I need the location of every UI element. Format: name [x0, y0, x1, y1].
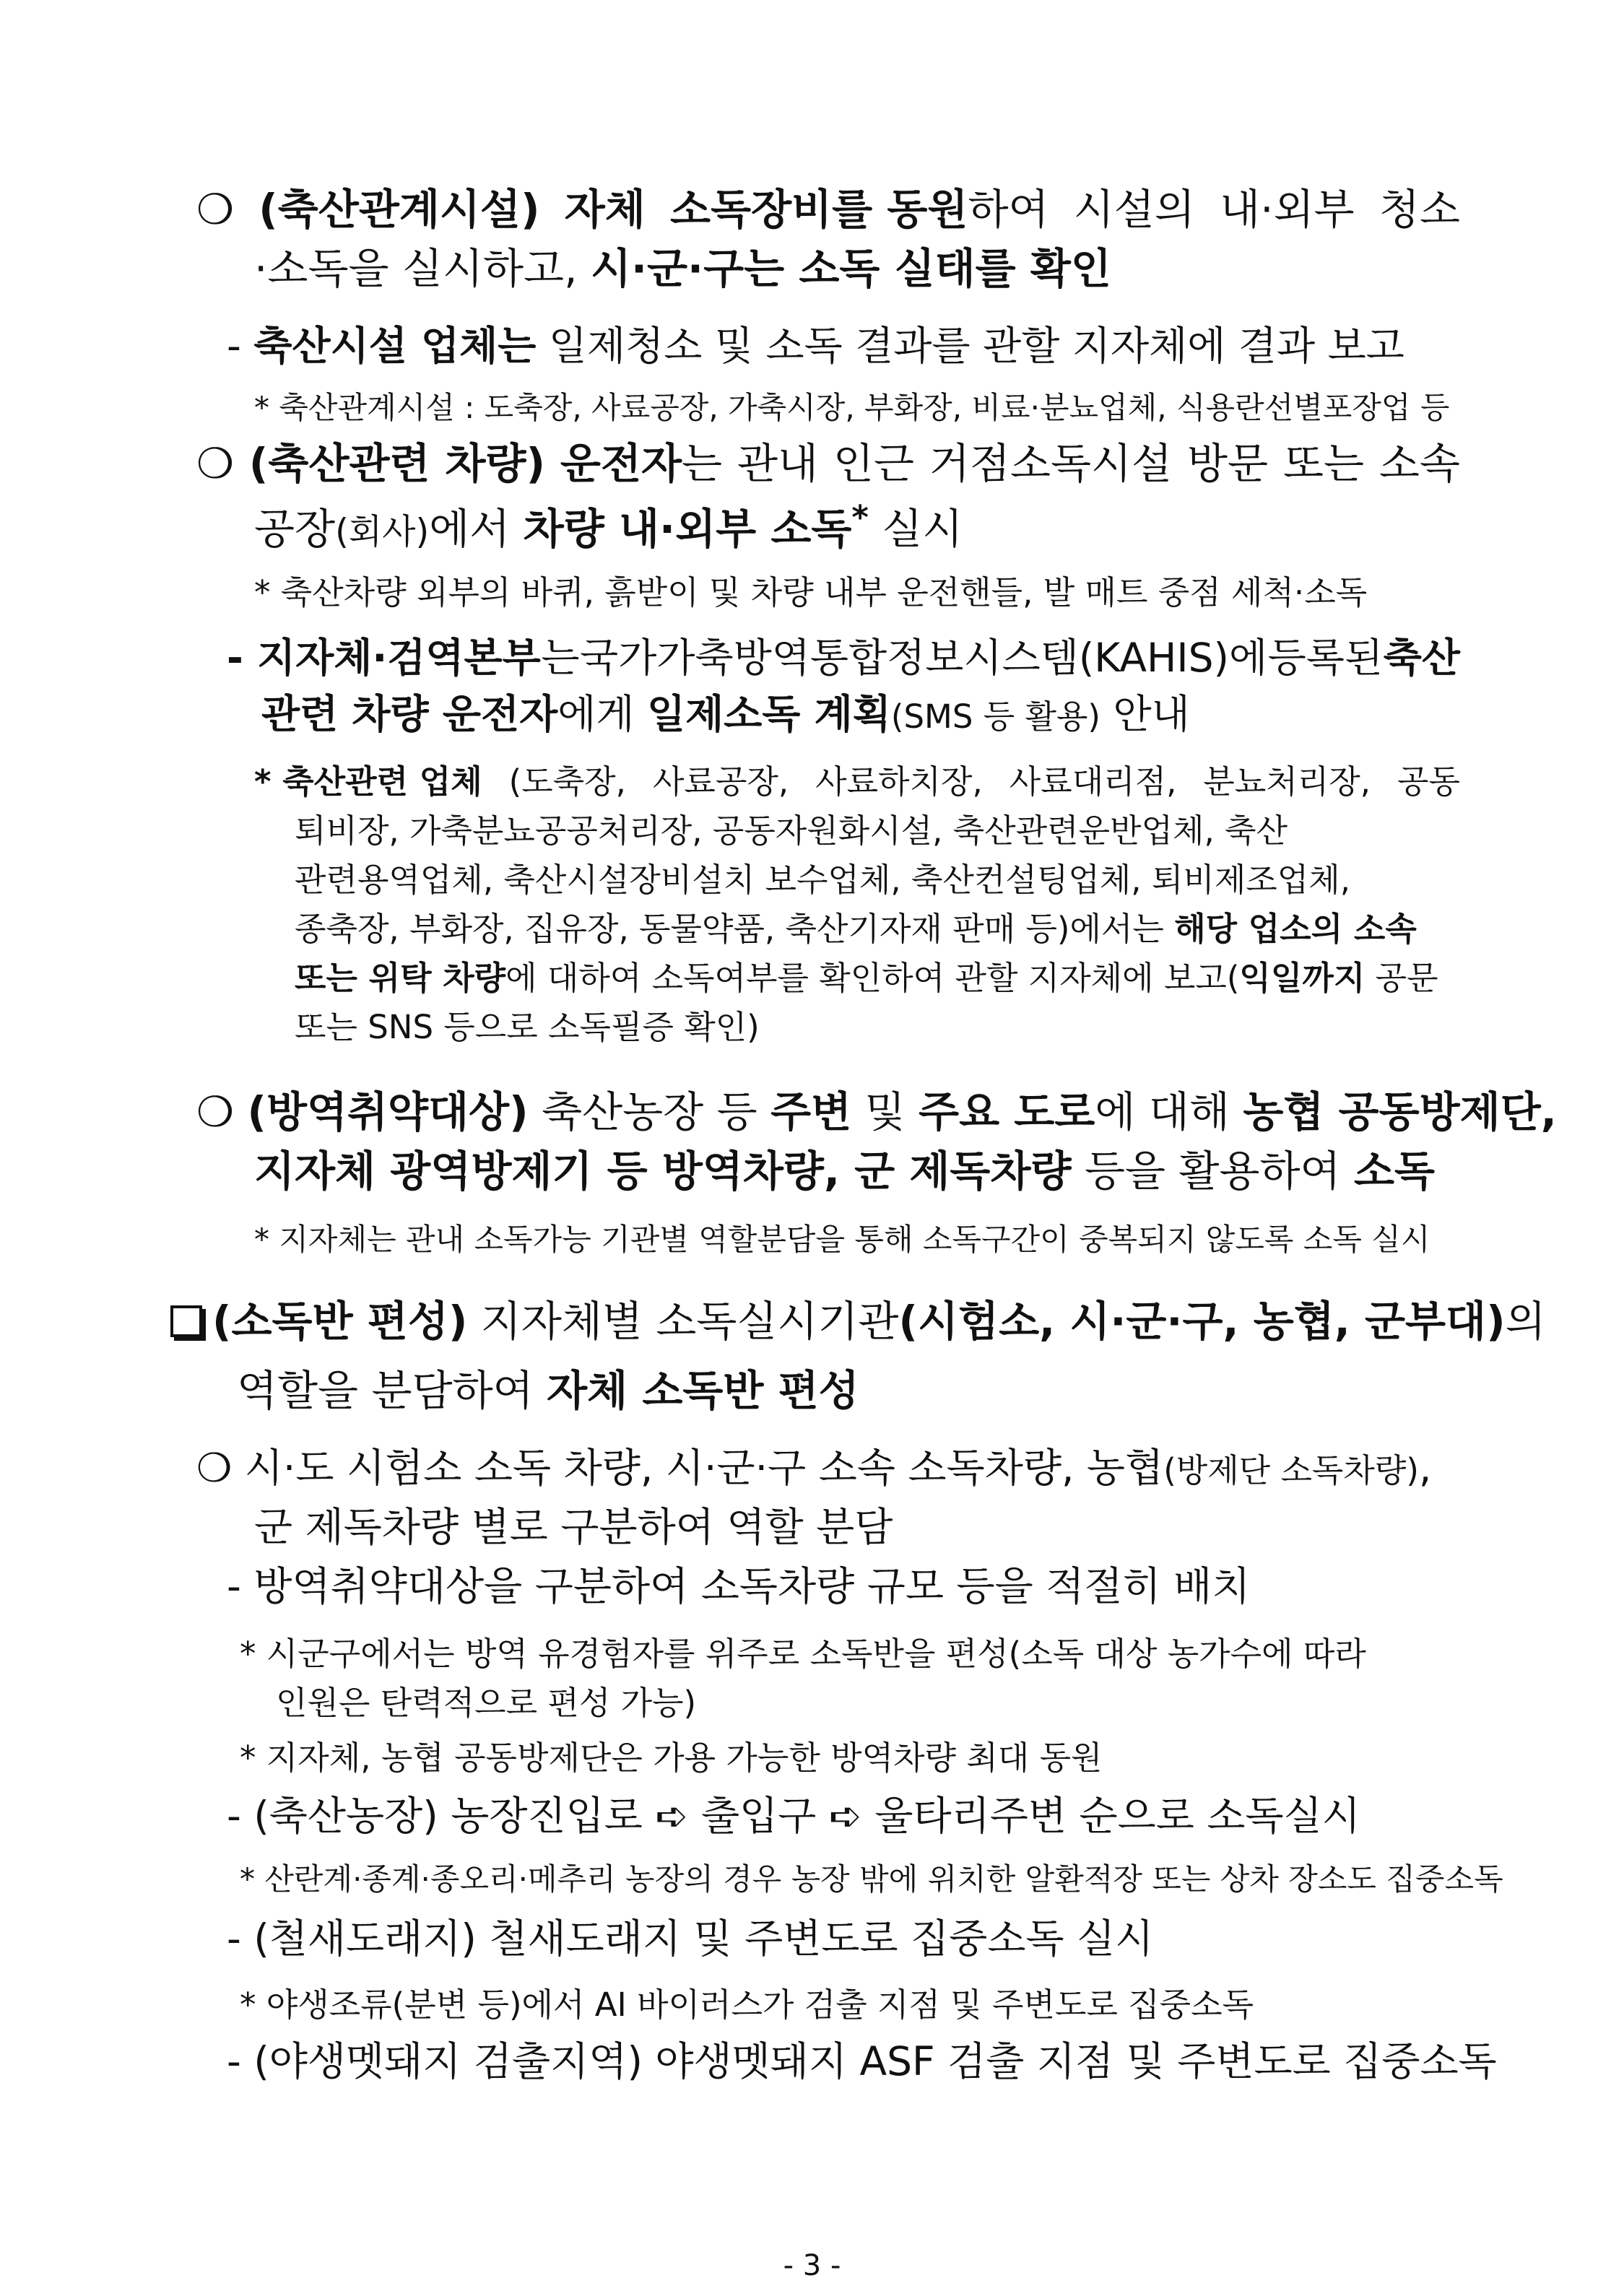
team-note4: * 야생조류(분변 등)에서 AI 바이러스가 검출 지점 및 주변도로 집중소독 [240, 1986, 1254, 2024]
team-o-line-1: ❍ 시·도 시험소 소독 차량, 시·군·구 소속 소독차량, 농협(방제단 소독차량), [196, 1445, 1432, 1491]
vulnerable-note: * 지자체는 관내 소독가능 기관별 역할분담을 통해 소독구간이 중복되지 않도록 소독 실시 [254, 1222, 1430, 1257]
page-number: - 3 - [783, 2249, 841, 2282]
circle-bullet-icon: ❍ [196, 439, 234, 488]
vehicle-note2-line-1: * 축산관련 업체 (도축장, 사료공장, 사료하치장, 사료대리점, 분뇨처리장, 공동 [254, 762, 1460, 801]
facility-dash: - 축산시설 업체는 일제청소 및 소독 결과를 관할 지자체에 결과 보고 [227, 323, 1404, 369]
team-note3: * 산란계·종계·종오리·메추리 농장의 경우 농장 밖에 위치한 알환적장 또는 상차 장소도 집중소독 [240, 1861, 1503, 1897]
circle-bullet-icon: ❍ [196, 1087, 234, 1136]
vehicle-note2-line-6: 또는 SNS 등으로 소독필증 확인) [295, 1008, 760, 1046]
vehicle-note2-line-3: 관련용역업체, 축산시설장비설치 보수업체, 축산컨설팅업체, 퇴비제조업체, [295, 861, 1351, 899]
facility-line-2: ·소독을 실시하고, 시·군·구는 소독 실태를 확인 [254, 244, 1111, 293]
vehicle-note: * 축산차량 외부의 바퀴, 흙받이 및 차량 내부 운전핸들, 발 매트 중점 세척·소독 [254, 573, 1368, 612]
vehicle-note2-line-5: 또는 위탁 차량에 대하여 소독여부를 확인하여 관할 지자체에 보고(익일까지 공문 [295, 959, 1438, 997]
vulnerable-line-2: 지자체 광역방제기 등 방역차량, 군 제독차량 등을 활용하여 소독 [254, 1147, 1436, 1196]
team-line-1: (소독반 편성) 지자체별 소독실시기관(시험소, 시·군·구, 농협, 군부대)의 [170, 1297, 1546, 1347]
vehicle-note2-line-4: 종축장, 부화장, 집유장, 동물약품, 축산기자재 판매 등)에서는 해당 업소의 소속 [295, 910, 1417, 948]
team-dash-1: - 방역취약대상을 구분하여 소독차량 규모 등을 적절히 배치 [227, 1563, 1251, 1609]
facility-note: * 축산관계시설 : 도축장, 사료공장, 가축시장, 부화장, 비료·분뇨업체, 식용란선별포장업 등 [254, 390, 1450, 425]
team-dash-2: - (축산농장) 농장진입로 ➪ 출입구 ➪ 울타리주변 순으로 소독실시 [227, 1793, 1360, 1839]
vehicle-note2-line-2: 퇴비장, 가축분뇨공공처리장, 공동자원화시설, 축산관련운반업체, 축산 [295, 812, 1288, 850]
checkbox-square-icon [170, 1305, 202, 1337]
team-dash-3: - (철새도래지) 철새도래지 및 주변도로 집중소독 실시 [227, 1915, 1154, 1962]
team-line-2: 역할을 분담하여 자체 소독반 편성 [237, 1366, 859, 1415]
vehicle-line-1: ❍ (축산관련 차량) 운전자는 관내 인근 거점소독시설 방문 또는 소속 [196, 439, 1460, 488]
team-dash-4: - (야생멧돼지 검출지역) 야생멧돼지 ASF 검출 지점 및 주변도로 집중소독 [227, 2038, 1497, 2084]
team-note1-line-2: 인원은 탄력적으로 편성 가능) [276, 1684, 697, 1722]
facility-line-1: ❍ (축산관계시설) 자체 소독장비를 동원하여 시설의 내·외부 청소 [196, 185, 1460, 234]
vehicle-dash-line-1: - 지자체·검역본부 는 국가가축방역통합정보시스템(KAHIS)에 등록된 축산 [227, 635, 1460, 681]
team-o-line-2: 군 제독차량 별로 구분하여 역할 분담 [254, 1504, 893, 1550]
circle-bullet-icon: ❍ [196, 185, 234, 234]
team-note2: * 지자체, 농협 공동방제단은 가용 가능한 방역차량 최대 동원 [240, 1739, 1103, 1777]
vulnerable-line-1: ❍ (방역취약대상) 축산농장 등 주변 및 주요 도로에 대해 농협 공동방제단, [196, 1087, 1557, 1136]
vehicle-dash-line-2: 관련 차량 운전자에게 일제소독 계획(SMS 등 활용) 안내 [261, 691, 1190, 737]
vehicle-line-2: 공장(회사)에서 차량 내·외부 소독* 실시 [254, 498, 963, 554]
team-note1-line-1: * 시군구에서는 방역 유경험자를 위주로 소독반을 편성(소독 대상 농가수에 따라 [240, 1635, 1366, 1673]
